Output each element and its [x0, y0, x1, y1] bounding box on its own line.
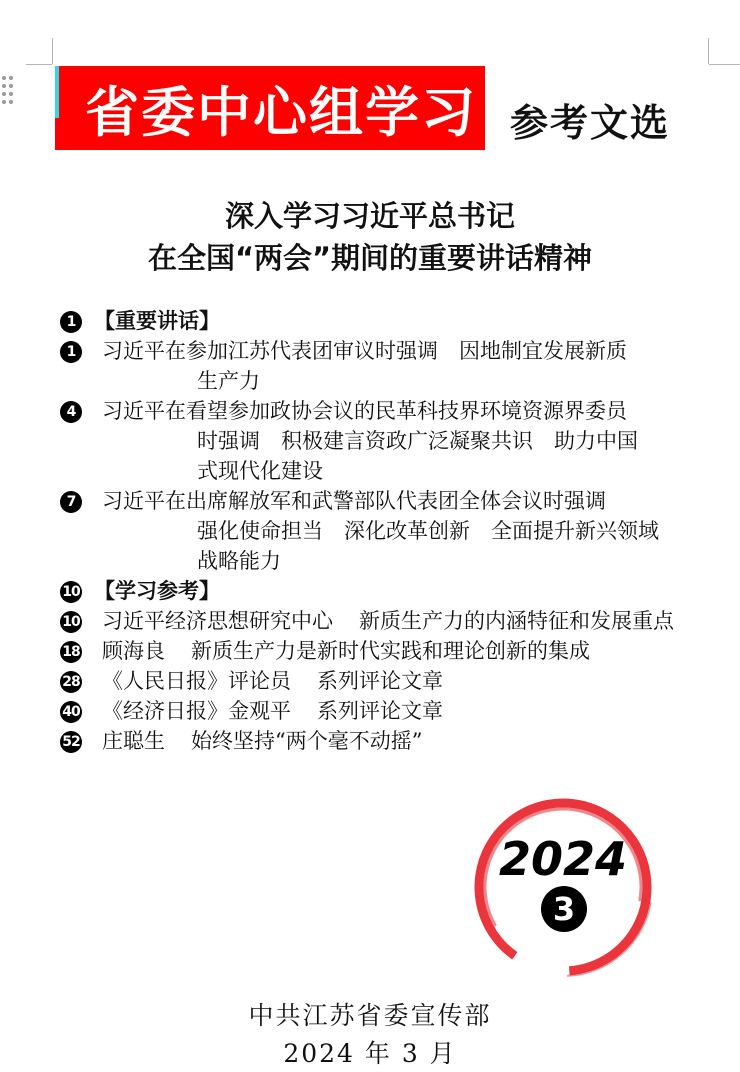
entry-line: 时强调 积极建言资政广泛凝聚共识 助力中国 — [197, 429, 638, 453]
entry-title: 系列评论文章 — [317, 699, 443, 723]
page-number-badge: 7 — [60, 491, 82, 513]
entry-title: 新质生产力是新时代实践和理论创新的集成 — [191, 639, 590, 663]
section-label: 【重要讲话】 — [94, 309, 220, 333]
toc-entry[interactable] — [60, 666, 720, 696]
toc-section-references[interactable] — [60, 576, 720, 606]
publisher: 中共江苏省委宣传部 — [248, 1001, 492, 1030]
toc-entry[interactable] — [60, 396, 720, 486]
table-of-contents — [60, 306, 720, 756]
page-number-badge: 10 — [60, 611, 82, 633]
entry-title: 始终坚持“两个毫不动摇” — [191, 729, 423, 753]
toc-entry[interactable] — [60, 486, 720, 576]
toc-entry[interactable] — [60, 336, 720, 396]
headline-line-2: 在全国“两会”期间的重要讲话精神 — [147, 241, 593, 275]
entry-author: 庄聪生 — [102, 729, 165, 753]
entry-line: 强化使命担当 深化改革创新 全面提升新兴领域 — [197, 519, 659, 543]
entry-line: 战略能力 — [197, 549, 281, 573]
crop-mark-top-left-vertical — [52, 38, 53, 64]
crop-mark-top-right-horizontal — [709, 64, 740, 65]
publish-date: 2024 年 3 月 — [283, 1039, 457, 1068]
text-cursor-marker — [55, 66, 59, 118]
headline-line-1: 深入学习习近平总书记 — [224, 199, 515, 233]
entry-title: 系列评论文章 — [317, 669, 443, 693]
entry-author: 习近平经济思想研究中心 — [102, 609, 333, 633]
page-number-badge: 52 — [60, 731, 82, 753]
entry-title: 新质生产力的内涵特征和发展重点 — [359, 609, 674, 633]
page-number-badge: 28 — [60, 671, 82, 693]
entry-line: 生产力 — [197, 369, 260, 393]
entry-line: 习近平在参加江苏代表团审议时强调 因地制宜发展新质 — [102, 339, 627, 363]
page-number-badge: 1 — [60, 311, 82, 333]
masthead-subtitle: 参考文选 — [510, 100, 671, 145]
entry-author: 《人民日报》评论员 — [102, 669, 291, 693]
toc-entry[interactable] — [60, 636, 720, 666]
entry-line: 习近平在看望参加政协会议的民革科技界环境资源界委员 — [102, 399, 627, 423]
page-number-badge: 18 — [60, 641, 82, 663]
page-number-badge: 4 — [60, 401, 82, 423]
toc-entry[interactable] — [60, 606, 720, 636]
issue-year: 2024 — [498, 832, 628, 886]
crop-mark-top-left-horizontal — [26, 64, 52, 65]
entry-author: 《经济日报》金观平 — [102, 699, 291, 723]
section-label: 【学习参考】 — [94, 579, 220, 603]
masthead-title: 省委中心组学习 — [85, 80, 477, 144]
masthead-banner — [55, 66, 485, 150]
page-number-badge: 40 — [60, 701, 82, 723]
toc-section-speeches[interactable] — [60, 306, 720, 336]
entry-author: 顾海良 — [102, 639, 165, 663]
drag-handle-icon[interactable] — [2, 76, 14, 106]
issue-number-badge: 3 — [541, 886, 587, 932]
toc-entry[interactable] — [60, 696, 720, 726]
page-number-badge: 10 — [60, 581, 82, 603]
toc-entry[interactable] — [60, 726, 720, 756]
entry-line: 式现代化建设 — [197, 459, 323, 483]
page-number-badge: 1 — [60, 341, 82, 363]
entry-line: 习近平在出席解放军和武警部队代表团全体会议时强调 — [102, 489, 606, 513]
crop-mark-top-right-vertical — [708, 38, 709, 64]
